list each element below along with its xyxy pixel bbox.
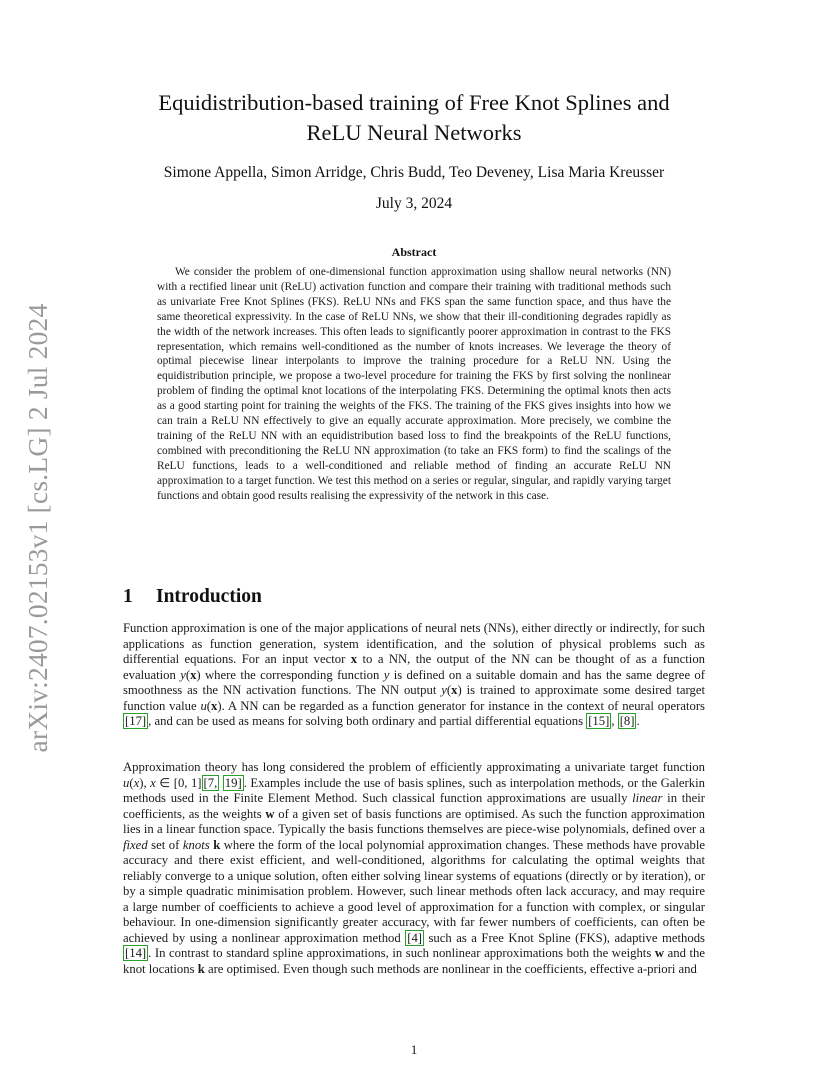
arxiv-identifier: arXiv:2407.02153v1 [cs.LG] 2 Jul 2024 [22, 303, 53, 752]
publication-date: July 3, 2024 [375, 195, 453, 212]
section-number: 1 [123, 586, 133, 607]
citation-link[interactable]: [8] [619, 714, 635, 728]
citation-link[interactable]: [14] [125, 946, 147, 960]
section-title: Introduction [156, 586, 262, 607]
section-heading [123, 586, 262, 608]
title-line: ReLU Neural Networks [306, 120, 522, 145]
citation-link[interactable]: [7, [203, 775, 218, 790]
author-list: Simone Appella, Simon Arridge, Chris Budd, Teo Deveney, Lisa Maria Kreusser [163, 164, 665, 181]
title-line: Equidistribution-based training of Free Knot Splines and [158, 90, 670, 115]
citation-link[interactable]: [4] [407, 930, 423, 945]
citation-link[interactable]: [15] [588, 714, 610, 728]
page-number: 1 [410, 1043, 418, 1057]
abstract-text: We consider the problem of one-dimensional function approximation using shallow neural networks (NN) with a rectified linear unit (ReLU) activation function and compare their training with traditional methods such as univariate Free Knot Splines (FKS). ReLU NNs and FKS span the same function space, and thus have the same theoretical expressivity. In the case of ReLU NNs, we show that their ill-conditioning degrades rapidly as the width of the network increases. This often leads to significantly poorer approximation in contrast to the FKS representation, which remains well-conditioned as the number of knots increases. We leverage the theory of optimal piecewise linear interpolants to improve the training procedure for a ReLU NN. Using the equidistribution principle, we propose a two-level procedure for training the FKS by first solving the nonlinear problem of finding the optimal knot locations of the interpolating FKS. Determining the optimal knots then acts as a good starting point for training the weights of the FKS. The training of the FKS gives insights into how we can train a ReLU NN effectively to give an equally accurate approximation. More precisely, we combine the training of the ReLU NN with an equidistribution based loss to find the breakpoints of the ReLU functions, combined with preconditioning the ReLU NN approximation (to take an FKS form) to find the scalings of the ReLU functions, leads to a well-conditioned and reliable method of finding an accurate ReLU NN approximation to a target function. We test this method on a series or regular, singular, and rapidly varying target functions and obtain good results realising the expressivity of the network in this case. [157, 266, 671, 502]
abstract-heading: Abstract [391, 245, 437, 259]
intro-paragraph-1: Function approximation is one of the major applications of neural nets (NNs), either directly or indirectly, for such applications as function generation, system identification, and the solution of physical problems such as differential equations. For an input vector x to a NN, the output of the NN can be thought of as a function evaluation y(x) where the corresponding function y is defined on a suitable domain and has the same degree of smoothness as the NN activation functions. The NN output y(x) is trained to approximate some desired target function value u(x). A NN can be regarded as a function generator for instance in the context of neural operators [17] , and can be used as means for solving both ordinary and partial differential equations [15] , [8] . [123, 621, 706, 728]
citation-link[interactable]: [17] [125, 714, 147, 728]
paper-title [120, 88, 708, 148]
citation-link[interactable]: 19] [224, 775, 242, 790]
intro-paragraph-2: Approximation theory has long considered the problem of efficiently approximating a univariate target function u(x), x ∈ [0, 1] [7, 19] . Examples include the use of basis splines, such as interpolation methods, or the Galerkin methods used in the Finite Element Method. Such classical function approximations are usually linear in their coefficients, as the weights w of a given set of basis functions are optimised. As such the function approximation lies in a linear function space. Typically the basis functions themselves are piece-wise polynomials, defined over a fixed set of knots k where the form of the local polynomial approximation changes. These methods have provable accuracy and there exist efficient, and well-conditioned, algorithms for calculating the optimal weights that reliably converge to a unique solution, often either solving linear systems of equations (directly or by iteration), or by a simple quadratic minimisation problem. However, such linear methods often lack accuracy, and may require a large number of coefficients to achieve a good level of approximation for a function with complex, or singular behaviour. In one-dimension significantly greater accuracy, with far fewer numbers of coefficients, can often be achieved by using a nonlinear approximation method [4] such as a Free Knot Spline (FKS), adaptive methods [14] . In contrast to standard spline approximations, in such nonlinear approximations both the weights w and the knot locations k are optimised. Even though such methods are nonlinear in the coefficients, effective a-priori and [123, 760, 706, 976]
